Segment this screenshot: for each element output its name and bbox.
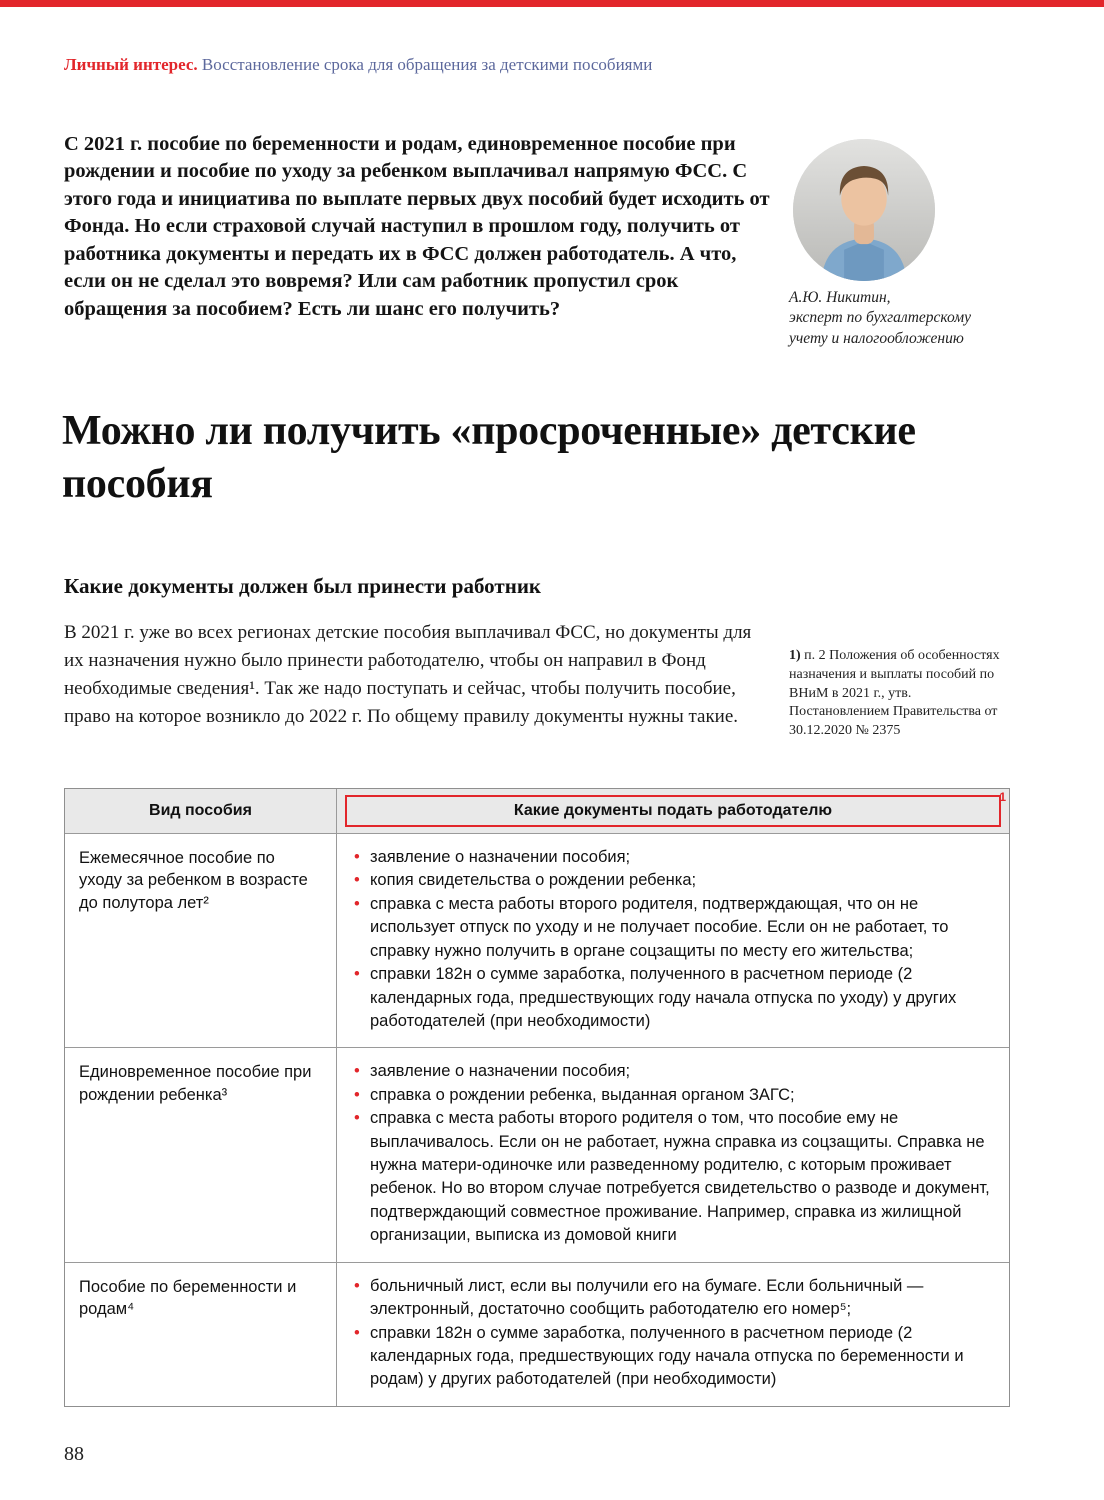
highlight-box: Какие документы подать работодателю	[345, 795, 1001, 827]
doc-item: • справка о рождении ребенка, выданная органом ЗАГС;	[353, 1084, 993, 1107]
doc-item: • копия свидетельства о рождении ребенка;	[353, 869, 993, 892]
author-name: А.Ю. Никитин,	[789, 289, 891, 306]
doc-item: • справка с места работы второго родителя о том, что пособие ему не выплачивалось. Если он не работает, нужна справка из соцзащиты. Справка не нужна матери-одиночке или разведенному родителю, с которым проживает ребенок. Но во втором случае потребуется свидетельство о разводе и документ, подтверждающий совместное проживание. Например, справка из жилищной организации, выписка из домовой книги	[353, 1107, 993, 1248]
documents-list	[353, 846, 993, 1033]
footnote-text: п. 2 Положения об особенностях назначения и выплаты пособий по ВНиМ в 2021 г., утв. Постановлением Правительства от 30.12.2020 № 2375	[789, 648, 1000, 738]
documents-table	[64, 788, 1010, 1407]
col-header-benefit-type: Вид пособия	[65, 789, 337, 833]
rubric-label: Личный интерес.	[64, 55, 198, 74]
callout-number: 1	[999, 790, 1006, 804]
author-photo	[793, 139, 935, 281]
benefit-type-cell: Ежемесячное пособие по уходу за ребенком в возрасте до полутора лет²	[65, 834, 337, 1047]
lead-paragraph: С 2021 г. пособие по беременности и родам, единовременное пособие при рождении и пособие по уходу за ребенком выплачивал напрямую ФСС. С этого года и инициатива по выплате первых двух пособий будет исходить от Фонда. Но если страховой случай наступил в прошлом году, получить от работника документы и передать их в ФСС должен работодатель. А что, если он не сделал это вовремя? Или сам работник пропустил срок обращения за пособием? Есть ли шанс его получить?	[64, 133, 770, 320]
section-heading: Какие документы должен был принести работник	[64, 574, 542, 598]
running-head-title: Восстановление срока для обращения за детскими пособиями	[201, 55, 653, 74]
body-paragraph: В 2021 г. уже во всех регионах детские пособия выплачивал ФСС, но документы для их назначения нужно было принести работодателю, чтобы он направил в Фонд необходимые сведения¹. Так же надо поступать и сейчас, чтобы получить пособие, право на которое возникло до 2022 г. По общему правилу документы нужны такие.	[64, 622, 752, 727]
doc-item: • справки 182н о сумме заработка, полученного в расчетном периоде (2 календарных года, предшествующих году начала отпуска по уходу) у других работодателей (при необходимости)	[353, 963, 993, 1033]
benefit-type-cell: Единовременное пособие при рождении ребенка³	[65, 1048, 337, 1261]
doc-item: • справки 182н о сумме заработка, полученного в расчетном периоде (2 календарных года, предшествующих году начала отпуска по беременности и родам) у других работодателей (при необходимости)	[353, 1322, 993, 1392]
table-header-row	[65, 789, 1009, 833]
top-red-rule	[0, 0, 1104, 7]
doc-item: • заявление о назначении пособия;	[353, 846, 993, 869]
documents-list	[353, 1275, 993, 1392]
table-row	[65, 833, 1009, 1047]
author-role: эксперт по бухгалтерскому учету и налогообложению	[789, 309, 971, 347]
table-row	[65, 1047, 1009, 1261]
documents-cell	[337, 1048, 1009, 1261]
documents-cell	[337, 1263, 1009, 1406]
doc-item: • заявление о назначении пособия;	[353, 1060, 993, 1083]
running-head	[64, 54, 1004, 76]
col-header-documents	[337, 789, 1009, 833]
footnote-marker: 1)	[789, 648, 801, 663]
benefit-type-cell: Пособие по беременности и родам⁴	[65, 1263, 337, 1406]
doc-item: • больничный лист, если вы получили его на бумаге. Если больничный — электронный, достаточно сообщить работодателю его номер⁵;	[353, 1275, 993, 1322]
documents-cell	[337, 834, 1009, 1047]
table-row	[65, 1262, 1009, 1406]
page-number: 88	[64, 1443, 84, 1465]
margin-footnote	[789, 647, 1009, 741]
author-portrait-illustration	[793, 139, 935, 281]
author-caption	[789, 288, 1009, 349]
article-title: Можно ли получить «просроченные» детские пособия	[62, 408, 916, 507]
doc-item: • справка с места работы второго родителя, подтверждающая, что он не использует отпуск по уходу и не получает пособие. Если он не работает, то справку нужно получить в органе соцзащиты по месту его жительства;	[353, 893, 993, 963]
documents-list	[353, 1060, 993, 1247]
